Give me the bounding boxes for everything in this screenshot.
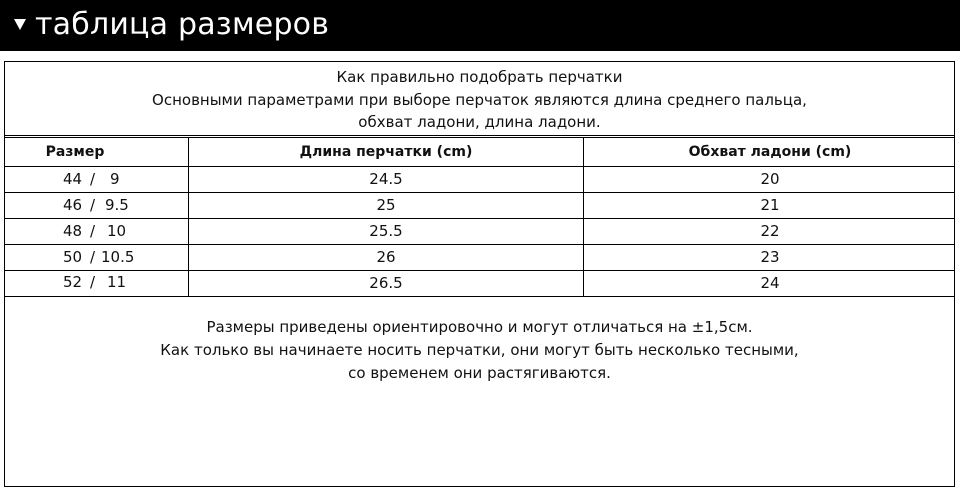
- length-value: 25: [376, 196, 396, 214]
- size-value: 46: [63, 196, 83, 214]
- size-value: 48: [63, 222, 83, 240]
- column-header-size: Размер: [45, 144, 105, 160]
- size-value: 10.5: [101, 248, 135, 266]
- intro-heading: Как правильно подобрать перчатки: [336, 68, 623, 86]
- divider: [5, 192, 954, 193]
- intro-text: [5, 62, 954, 135]
- length-value: 25.5: [369, 222, 403, 240]
- divider: [5, 296, 954, 297]
- girth-value: 23: [760, 248, 780, 266]
- girth-value: 22: [760, 222, 780, 240]
- girth-value: 21: [760, 196, 780, 214]
- size-separator: /: [90, 196, 96, 214]
- size-separator: /: [90, 222, 96, 240]
- size-separator: /: [90, 170, 96, 188]
- divider: [5, 137, 954, 138]
- divider: [5, 270, 954, 271]
- divider: [5, 244, 954, 245]
- page-title: таблица размеров: [35, 7, 330, 42]
- size-value: 50: [63, 248, 83, 266]
- size-separator: /: [90, 273, 96, 291]
- size-value: 11: [107, 273, 127, 291]
- note-line: Размеры приведены ориентировочно и могут отличаться на ±1,5см.: [206, 318, 753, 336]
- size-value: 52: [63, 273, 83, 291]
- length-value: 26: [376, 248, 396, 266]
- divider: [5, 218, 954, 219]
- header-bar: [0, 0, 960, 51]
- length-value: 24.5: [369, 170, 403, 188]
- intro-line: Основными параметрами при выборе перчаток являются длина среднего пальца,: [152, 91, 807, 109]
- column-header-length: Длина перчатки (cm): [299, 144, 473, 160]
- note-line: со временем они растягиваются.: [348, 364, 611, 382]
- size-value: 44: [63, 170, 83, 188]
- triangle-down-icon: [14, 19, 26, 30]
- divider: [5, 166, 954, 167]
- size-chart: [4, 61, 955, 487]
- size-value: 10: [107, 222, 127, 240]
- divider: [5, 135, 954, 136]
- note-line: Как только вы начинаете носить перчатки, они могут быть несколько тесными,: [160, 341, 799, 359]
- intro-line: обхват ладони, длина ладони.: [358, 113, 601, 131]
- girth-value: 20: [760, 170, 780, 188]
- size-separator: /: [90, 248, 96, 266]
- size-value: 9.5: [105, 196, 129, 214]
- girth-value: 24: [760, 274, 780, 292]
- size-value: 9: [110, 170, 120, 188]
- length-value: 26.5: [369, 274, 403, 292]
- column-header-girth: Обхват ладони (cm): [688, 144, 852, 160]
